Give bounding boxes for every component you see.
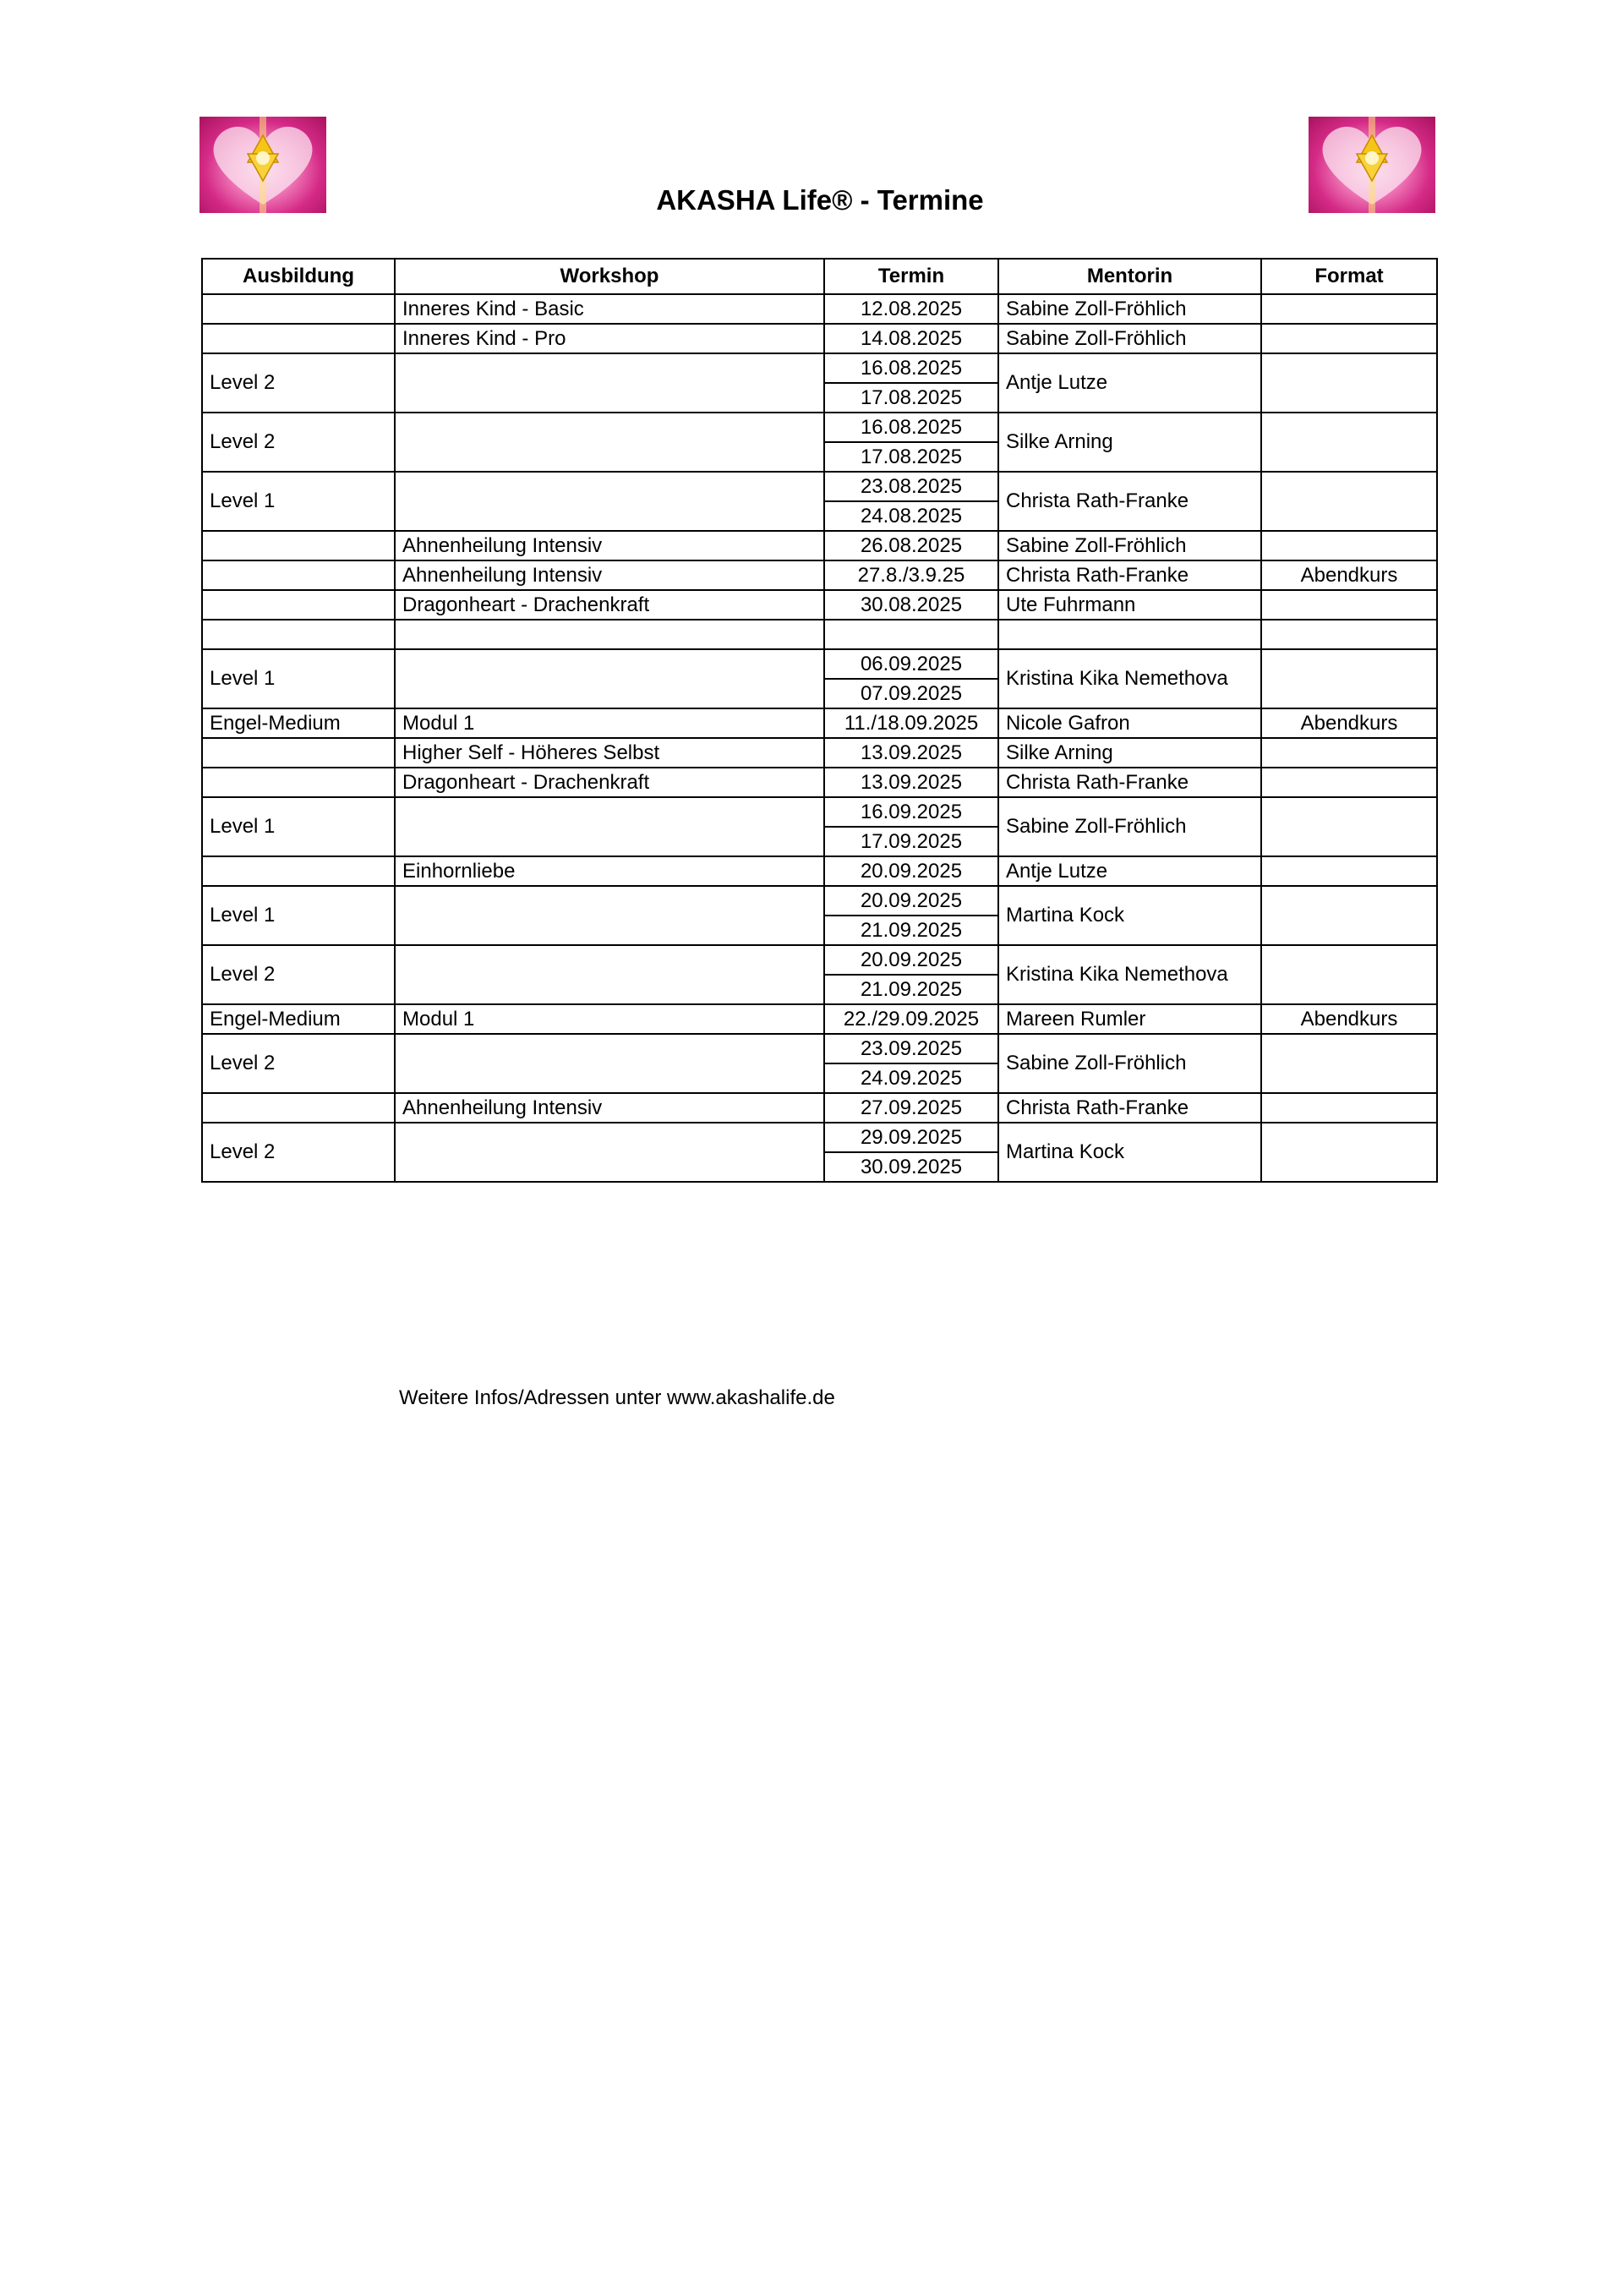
table-header-row xyxy=(202,259,1437,294)
header-workshop: Workshop xyxy=(395,259,824,294)
cell-termin xyxy=(824,620,998,649)
cell-mentorin: Sabine Zoll-Fröhlich xyxy=(998,324,1261,353)
table-row xyxy=(202,1123,1437,1152)
cell-format xyxy=(1261,1034,1437,1093)
cell-workshop: Ahnenheilung Intensiv xyxy=(395,560,824,590)
cell-workshop: Modul 1 xyxy=(395,708,824,738)
cell-workshop: Higher Self - Höheres Selbst xyxy=(395,738,824,768)
cell-termin: 27.8./3.9.25 xyxy=(824,560,998,590)
table-row xyxy=(202,560,1437,590)
cell-workshop xyxy=(395,413,824,472)
cell-termin: 20.09.2025 xyxy=(824,886,998,916)
cell-workshop xyxy=(395,797,824,856)
table-row xyxy=(202,620,1437,649)
header-mentorin: Mentorin xyxy=(998,259,1261,294)
cell-workshop xyxy=(395,620,824,649)
table-row xyxy=(202,1034,1437,1063)
header-format: Format xyxy=(1261,259,1437,294)
cell-ausbildung xyxy=(202,620,395,649)
cell-format xyxy=(1261,886,1437,945)
cell-ausbildung: Level 1 xyxy=(202,649,395,708)
table-row xyxy=(202,1093,1437,1123)
cell-ausbildung xyxy=(202,738,395,768)
header-termin: Termin xyxy=(824,259,998,294)
cell-termin: 23.09.2025 xyxy=(824,1034,998,1063)
cell-termin: 13.09.2025 xyxy=(824,738,998,768)
cell-mentorin: Christa Rath-Franke xyxy=(998,1093,1261,1123)
cell-ausbildung: Level 2 xyxy=(202,413,395,472)
table-row xyxy=(202,324,1437,353)
cell-termin: 26.08.2025 xyxy=(824,531,998,560)
cell-termin: 14.08.2025 xyxy=(824,324,998,353)
cell-termin: 16.08.2025 xyxy=(824,353,998,383)
cell-ausbildung: Level 1 xyxy=(202,886,395,945)
cell-mentorin: Silke Arning xyxy=(998,738,1261,768)
cell-ausbildung xyxy=(202,768,395,797)
cell-mentorin: Sabine Zoll-Fröhlich xyxy=(998,294,1261,324)
cell-mentorin: Mareen Rumler xyxy=(998,1004,1261,1034)
cell-ausbildung: Level 2 xyxy=(202,353,395,413)
cell-termin: 17.08.2025 xyxy=(824,442,998,472)
cell-workshop: Inneres Kind - Basic xyxy=(395,294,824,324)
cell-format xyxy=(1261,649,1437,708)
cell-workshop xyxy=(395,1034,824,1093)
cell-mentorin xyxy=(998,620,1261,649)
cell-ausbildung: Level 1 xyxy=(202,472,395,531)
cell-mentorin: Martina Kock xyxy=(998,886,1261,945)
cell-mentorin: Kristina Kika Nemethova xyxy=(998,649,1261,708)
cell-termin: 12.08.2025 xyxy=(824,294,998,324)
cell-ausbildung xyxy=(202,560,395,590)
cell-ausbildung: Level 2 xyxy=(202,1123,395,1182)
cell-format xyxy=(1261,620,1437,649)
cell-format: Abendkurs xyxy=(1261,560,1437,590)
table-row xyxy=(202,590,1437,620)
cell-format xyxy=(1261,856,1437,886)
cell-workshop xyxy=(395,1123,824,1182)
cell-termin: 30.09.2025 xyxy=(824,1152,998,1182)
cell-mentorin: Antje Lutze xyxy=(998,856,1261,886)
cell-ausbildung xyxy=(202,324,395,353)
cell-termin: 20.09.2025 xyxy=(824,856,998,886)
cell-format xyxy=(1261,738,1437,768)
cell-mentorin: Sabine Zoll-Fröhlich xyxy=(998,1034,1261,1093)
cell-format xyxy=(1261,590,1437,620)
cell-workshop xyxy=(395,945,824,1004)
cell-termin: 17.08.2025 xyxy=(824,383,998,413)
cell-ausbildung xyxy=(202,856,395,886)
cell-workshop: Einhornliebe xyxy=(395,856,824,886)
cell-format xyxy=(1261,1123,1437,1182)
cell-termin: 06.09.2025 xyxy=(824,649,998,679)
cell-mentorin: Christa Rath-Franke xyxy=(998,560,1261,590)
cell-ausbildung: Engel-Medium xyxy=(202,708,395,738)
cell-mentorin: Nicole Gafron xyxy=(998,708,1261,738)
cell-mentorin: Ute Fuhrmann xyxy=(998,590,1261,620)
cell-termin: 21.09.2025 xyxy=(824,916,998,945)
cell-termin: 30.08.2025 xyxy=(824,590,998,620)
cell-format xyxy=(1261,324,1437,353)
cell-ausbildung: Level 1 xyxy=(202,797,395,856)
cell-format xyxy=(1261,945,1437,1004)
cell-workshop xyxy=(395,886,824,945)
schedule-body xyxy=(202,294,1437,1182)
table-row xyxy=(202,738,1437,768)
cell-termin: 17.09.2025 xyxy=(824,827,998,856)
cell-mentorin: Sabine Zoll-Fröhlich xyxy=(998,797,1261,856)
cell-format xyxy=(1261,1093,1437,1123)
cell-workshop: Dragonheart - Drachenkraft xyxy=(395,590,824,620)
cell-termin: 13.09.2025 xyxy=(824,768,998,797)
table-row xyxy=(202,531,1437,560)
cell-workshop xyxy=(395,353,824,413)
table-row xyxy=(202,294,1437,324)
cell-format xyxy=(1261,413,1437,472)
table-row xyxy=(202,708,1437,738)
cell-ausbildung: Engel-Medium xyxy=(202,1004,395,1034)
cell-format xyxy=(1261,294,1437,324)
cell-format xyxy=(1261,353,1437,413)
table-row xyxy=(202,886,1437,916)
cell-termin: 29.09.2025 xyxy=(824,1123,998,1152)
table-row xyxy=(202,768,1437,797)
cell-ausbildung xyxy=(202,294,395,324)
cell-ausbildung: Level 2 xyxy=(202,945,395,1004)
cell-mentorin: Silke Arning xyxy=(998,413,1261,472)
table-row xyxy=(202,1004,1437,1034)
cell-workshop xyxy=(395,472,824,531)
cell-format xyxy=(1261,797,1437,856)
cell-mentorin: Martina Kock xyxy=(998,1123,1261,1182)
cell-termin: 20.09.2025 xyxy=(824,945,998,975)
cell-ausbildung xyxy=(202,1093,395,1123)
cell-ausbildung xyxy=(202,590,395,620)
cell-ausbildung: Level 2 xyxy=(202,1034,395,1093)
cell-mentorin: Kristina Kika Nemethova xyxy=(998,945,1261,1004)
cell-workshop: Ahnenheilung Intensiv xyxy=(395,531,824,560)
cell-termin: 11./18.09.2025 xyxy=(824,708,998,738)
cell-workshop: Ahnenheilung Intensiv xyxy=(395,1093,824,1123)
cell-workshop: Inneres Kind - Pro xyxy=(395,324,824,353)
cell-termin: 24.09.2025 xyxy=(824,1063,998,1093)
cell-termin: 21.09.2025 xyxy=(824,975,998,1004)
cell-mentorin: Sabine Zoll-Fröhlich xyxy=(998,531,1261,560)
table-row xyxy=(202,472,1437,501)
table-row xyxy=(202,649,1437,679)
table-row xyxy=(202,856,1437,886)
cell-termin: 23.08.2025 xyxy=(824,472,998,501)
cell-ausbildung xyxy=(202,531,395,560)
cell-format xyxy=(1261,768,1437,797)
cell-workshop: Modul 1 xyxy=(395,1004,824,1034)
cell-termin: 27.09.2025 xyxy=(824,1093,998,1123)
cell-mentorin: Christa Rath-Franke xyxy=(998,472,1261,531)
cell-termin: 22./29.09.2025 xyxy=(824,1004,998,1034)
cell-format xyxy=(1261,531,1437,560)
cell-format: Abendkurs xyxy=(1261,708,1437,738)
footer-info: Weitere Infos/Adressen unter www.akashalife.de xyxy=(399,1386,835,1409)
cell-format: Abendkurs xyxy=(1261,1004,1437,1034)
cell-workshop xyxy=(395,649,824,708)
table-row xyxy=(202,797,1437,827)
page-title: AKASHA Life® - Termine xyxy=(656,184,984,216)
table-row xyxy=(202,353,1437,383)
header-ausbildung: Ausbildung xyxy=(202,259,395,294)
table-row xyxy=(202,945,1437,975)
cell-termin: 16.08.2025 xyxy=(824,413,998,442)
cell-mentorin: Christa Rath-Franke xyxy=(998,768,1261,797)
cell-termin: 24.08.2025 xyxy=(824,501,998,531)
schedule-table xyxy=(201,258,1438,1183)
table-row xyxy=(202,413,1437,442)
cell-termin: 07.09.2025 xyxy=(824,679,998,708)
cell-mentorin: Antje Lutze xyxy=(998,353,1261,413)
cell-format xyxy=(1261,472,1437,531)
cell-termin: 16.09.2025 xyxy=(824,797,998,827)
cell-workshop: Dragonheart - Drachenkraft xyxy=(395,768,824,797)
